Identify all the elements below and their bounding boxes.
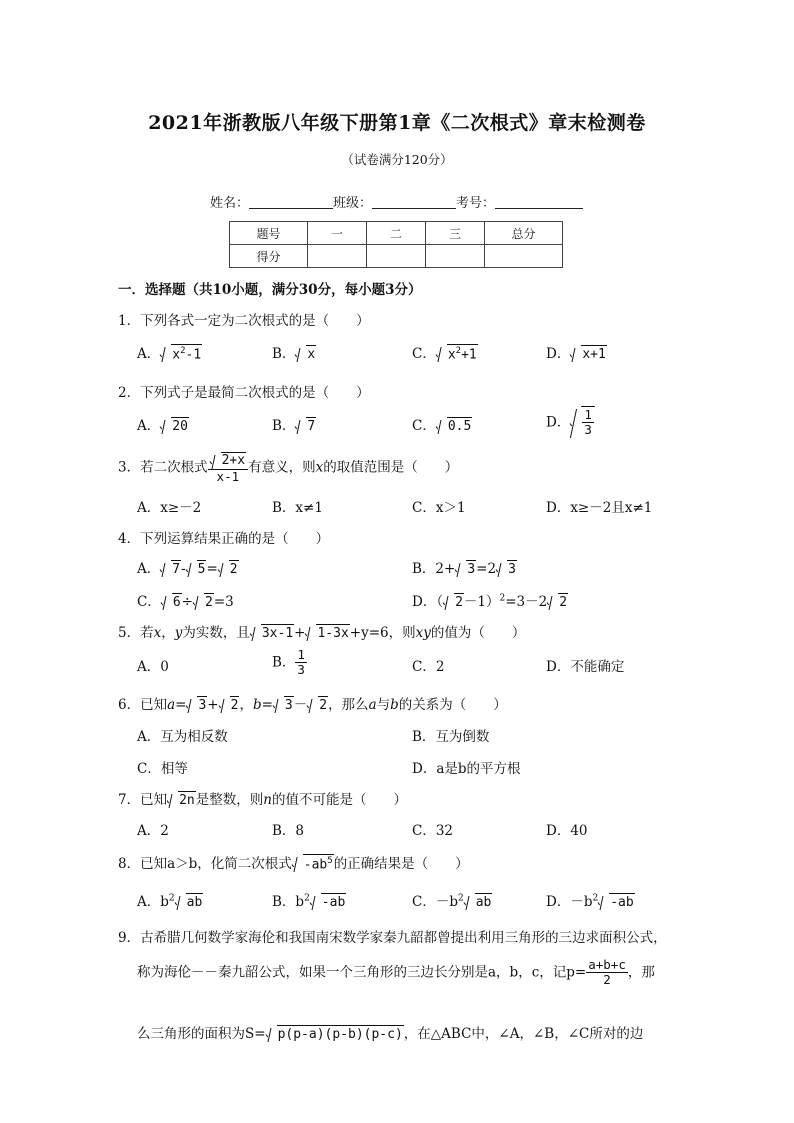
option-label: C．－b	[412, 894, 458, 910]
radicand-tail: +1	[461, 347, 477, 362]
stem-text: 的值不可能是（ ）	[271, 792, 407, 808]
denominator: 3	[297, 662, 305, 678]
radicand: -ab	[321, 895, 346, 910]
score-cell[interactable]	[308, 245, 367, 268]
variable: n	[263, 792, 272, 808]
stem-text: 称为海伦－－秦九韶公式，如果一个三角形的三边长分别是a，b，c，记p=	[137, 964, 587, 981]
score-header-cell: 一	[308, 222, 367, 245]
q6-option-c[interactable]: C．相等	[137, 761, 188, 777]
score-table-header	[230, 222, 563, 245]
q3-option-a[interactable]: A．x≥－2	[137, 500, 202, 516]
radicand: 3x-1	[261, 626, 294, 641]
option-label: D．－b	[546, 894, 593, 910]
radicand: 3	[508, 562, 516, 577]
score-header-cell: 总分	[485, 222, 563, 245]
stem-text: +	[294, 625, 306, 641]
option-label: B．2+	[412, 561, 456, 577]
radicand: 5	[197, 562, 206, 577]
radicand: 20	[172, 419, 188, 434]
page-title: 2021年浙教版八年级下册第1章《二次根式》章末检测卷	[148, 112, 646, 134]
q8-option-d[interactable]	[546, 890, 635, 910]
radical	[295, 417, 316, 434]
stem-text: ，那么	[328, 697, 369, 713]
radicand: 2	[230, 698, 239, 713]
variable: a	[368, 697, 377, 713]
stem-text: 是整数，则	[195, 792, 264, 808]
radicand: 2+x	[221, 453, 246, 468]
exponent: 5	[327, 855, 333, 866]
radicand: ab	[475, 895, 492, 910]
radicand: x	[172, 347, 181, 362]
q8-option-a[interactable]	[137, 890, 203, 910]
variable: a	[167, 697, 176, 713]
expr-text: ÷	[181, 594, 193, 610]
q3-option-b[interactable]: B．x≠1	[272, 500, 323, 516]
radicand: -ab	[610, 895, 634, 910]
question-9-line-1: 9．古希腊几何数学家海伦和我国南宋数学家秦九韶都曾提出利用三角形的三边求面积公式，	[118, 930, 667, 946]
question-9-line-2	[137, 958, 655, 988]
radicand: 2	[559, 595, 568, 610]
q4-option-b[interactable]	[412, 557, 517, 577]
radical	[570, 345, 606, 362]
denominator: x-1	[216, 468, 240, 484]
question-7-stem	[118, 788, 407, 808]
stem-text: 有意义，则	[248, 459, 316, 476]
radicand: 7	[307, 419, 316, 434]
q8-option-c[interactable]	[412, 890, 492, 910]
q3-option-d[interactable]: D．x≥－2且x≠1	[546, 500, 653, 516]
radicand: x	[307, 347, 316, 362]
stem-text: 6．已知	[118, 697, 168, 713]
stem-text: ，	[161, 625, 175, 641]
q5-option-c[interactable]: C．2	[412, 659, 445, 675]
option-label: B．	[272, 418, 296, 434]
variable: x	[315, 459, 324, 476]
option-label: B．	[272, 346, 296, 362]
radical	[570, 406, 595, 438]
q6-option-a[interactable]: A．互为相反数	[137, 729, 228, 745]
radicand: 6	[172, 595, 181, 610]
stem-text: +	[207, 697, 219, 713]
expr-text: =3	[213, 594, 234, 610]
q4-option-c[interactable]	[137, 590, 234, 610]
score-table	[229, 221, 563, 268]
q2-option-a[interactable]	[137, 414, 189, 434]
radicand: 2	[229, 562, 238, 577]
expr-text: =2	[476, 561, 497, 577]
stem-text: 么三角形的面积为S=	[137, 1026, 266, 1042]
stem-text: 的正确结果是（ ）	[333, 856, 469, 872]
fraction	[586, 958, 628, 988]
q1-option-b[interactable]	[272, 342, 316, 362]
denominator: 3	[584, 422, 592, 438]
score-header-cell: 三	[426, 222, 485, 245]
q7-option-b[interactable]: B．8	[272, 823, 305, 839]
exam-no-blank[interactable]	[495, 194, 583, 209]
exponent: 2	[304, 893, 310, 904]
radicand: 7	[172, 562, 181, 577]
name-label: 姓名：	[210, 196, 250, 211]
q5-option-b[interactable]	[272, 648, 307, 678]
student-info	[210, 192, 583, 211]
radicand: 2	[319, 698, 328, 713]
numerator: 1	[297, 647, 305, 662]
question-2-stem: 2．下列式子是最简二次根式的是（ ）	[118, 385, 370, 401]
question-9-line-3	[137, 1022, 643, 1042]
option-label: D．	[546, 346, 571, 362]
stem-text: =	[175, 697, 187, 713]
question-8-stem	[118, 852, 469, 872]
fraction	[208, 452, 248, 484]
radicand: p(p-a)(p-b)(p-c)	[277, 1027, 403, 1042]
q2-option-c[interactable]	[412, 414, 472, 434]
option-label: D．	[546, 414, 571, 431]
stem-text: 的取值范围是（ ）	[323, 459, 459, 476]
option-label: A．	[137, 561, 161, 577]
score-header-cell: 题号	[230, 222, 308, 245]
stem-text: ，那	[627, 964, 655, 981]
stem-text: =	[261, 697, 273, 713]
numerator: a+b+c	[588, 957, 626, 972]
class-blank[interactable]	[372, 194, 456, 209]
exam-no-label: 考号：	[456, 196, 496, 211]
q5-option-d[interactable]: D．不能确定	[546, 659, 625, 675]
fraction	[295, 648, 307, 678]
q2-option-b[interactable]	[272, 414, 316, 434]
variable: b	[390, 697, 399, 713]
radical	[295, 345, 316, 362]
exponent: 2	[168, 893, 175, 904]
radicand: ab	[186, 895, 203, 910]
radicand: 1-3x	[317, 626, 349, 641]
option-label: A．b	[137, 894, 169, 910]
denominator: 2	[603, 972, 611, 988]
exponent: 2	[457, 893, 464, 904]
radical	[160, 417, 189, 434]
stem-text: 8．已知a＞b，化简二次根式	[118, 856, 292, 872]
question-1-stem: 1．下列各式一定为二次根式的是（ ）	[118, 313, 370, 329]
q2-option-d[interactable]	[546, 406, 595, 438]
radical	[436, 417, 472, 434]
radicand: 2n	[179, 793, 195, 808]
q3-option-c[interactable]: C．x＞1	[412, 500, 466, 516]
option-label: B．	[272, 654, 296, 671]
radicand: 2	[204, 595, 213, 610]
expr-text: －1）	[463, 594, 500, 610]
score-cell[interactable]	[367, 245, 426, 268]
q7-option-d[interactable]: D．40	[546, 823, 588, 839]
radicand: 3	[284, 698, 293, 713]
option-label: C．	[412, 418, 436, 434]
radicand: -ab	[303, 857, 328, 872]
name-blank[interactable]	[249, 194, 333, 209]
radical	[210, 452, 246, 469]
q4-option-a[interactable]: A． 7- 5= 2	[137, 561, 238, 577]
class-label: 班级：	[333, 196, 373, 211]
option-label: D．（	[412, 594, 444, 610]
section-heading: 一．选择题（共10小题，满分30分，每小题3分）	[118, 282, 422, 298]
stem-text: +y=6，则	[349, 625, 416, 641]
question-3-stem	[118, 452, 458, 484]
question-6-stem	[118, 693, 507, 713]
score-row-label: 得分	[230, 245, 308, 268]
q6-option-d[interactable]: D．a是b的平方根	[412, 761, 521, 777]
radicand: 3	[467, 562, 476, 577]
radicand-tail: -1	[185, 347, 202, 362]
score-header-cell: 二	[367, 222, 426, 245]
q8-option-b[interactable]	[272, 890, 346, 910]
q7-option-c[interactable]: C．32	[412, 823, 454, 839]
variable: x	[153, 625, 162, 641]
stem-text: 为实数，且	[182, 625, 250, 641]
option-label: B．b	[272, 894, 305, 910]
q5-option-a[interactable]: A．0	[137, 659, 169, 675]
variable: y	[174, 625, 183, 641]
numerator: 1	[584, 407, 592, 422]
stem-text: 的值为（ ）	[430, 625, 526, 641]
question-5-stem	[118, 621, 525, 641]
exponent: 2	[592, 893, 599, 904]
radicand: 0.5	[447, 419, 472, 434]
radicand: 2	[455, 595, 463, 610]
stem-text: ，	[239, 697, 253, 713]
q6-option-b[interactable]: B．互为倒数	[412, 729, 490, 745]
radicand: x	[447, 347, 456, 362]
radicand: x+1	[582, 347, 606, 362]
stem-text: 3．若二次根式	[118, 459, 208, 476]
stem-text: ，在△ABC中，∠A，∠B，∠C所对的边	[403, 1026, 644, 1042]
radicand: 3	[198, 698, 207, 713]
stem-text: 7．已知	[118, 792, 168, 808]
q7-option-a[interactable]: A．2	[137, 823, 169, 839]
radical: $x^2+1$	[436, 344, 478, 362]
q1-option-a[interactable]	[137, 342, 202, 362]
option-label: C．	[137, 594, 161, 610]
radical: $x^2-1$	[160, 344, 202, 362]
expr-text: =3－2	[505, 594, 548, 610]
exponent: 2	[499, 593, 506, 604]
option-label: A．	[137, 418, 161, 434]
variable: xy	[415, 625, 431, 641]
stem-text: －	[293, 697, 308, 713]
score-table-row	[230, 245, 563, 268]
q1-option-c[interactable]	[412, 342, 478, 362]
option-label: A．	[137, 346, 161, 362]
stem-text: 与	[376, 697, 391, 713]
option-label: C．	[412, 346, 436, 362]
stem-text: 的关系为（ ）	[398, 697, 507, 713]
stem-text: 5．若	[118, 625, 154, 641]
question-4-stem: 4．下列运算结果正确的是（ ）	[118, 531, 330, 547]
score-cell[interactable]	[426, 245, 485, 268]
fraction	[582, 408, 594, 438]
page-subtitle: （试卷满分120分）	[341, 152, 453, 167]
variable: b	[252, 697, 262, 713]
q4-option-d[interactable]	[412, 590, 568, 610]
score-cell[interactable]	[485, 245, 563, 268]
q1-option-d[interactable]	[546, 342, 607, 362]
